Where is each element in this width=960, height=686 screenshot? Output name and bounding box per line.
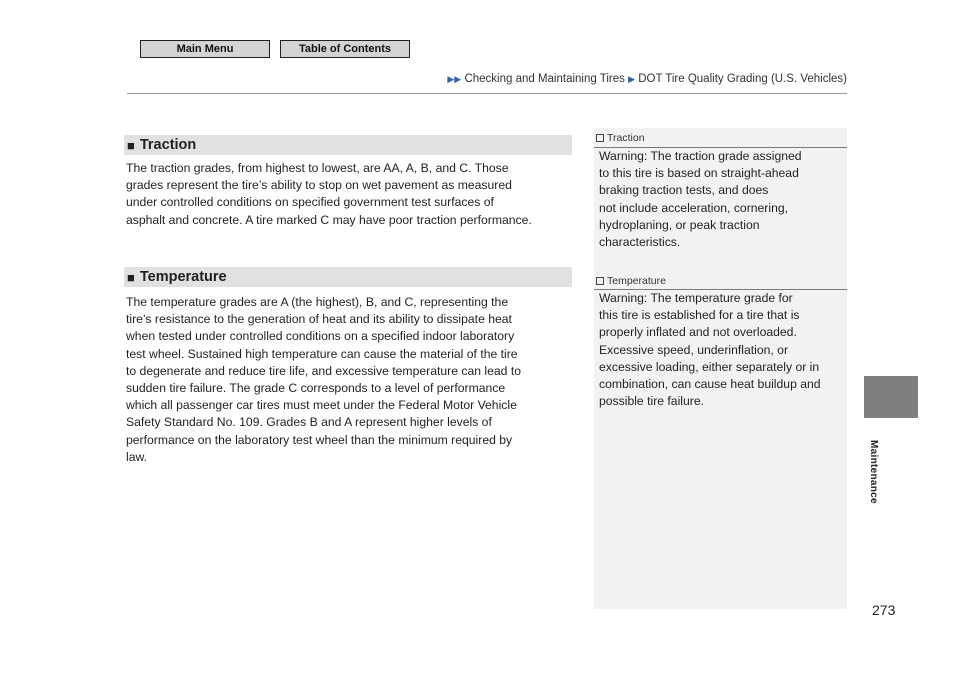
- text-line: Warning: The temperature grade for: [599, 291, 793, 305]
- text-line: hydroplaning, or peak traction: [599, 217, 760, 232]
- reference-icon: [596, 134, 604, 142]
- text-line: this tire is established for a tire that is: [599, 308, 800, 323]
- main-menu-button[interactable]: Main Menu: [140, 40, 270, 58]
- section-heading-temperature: [124, 267, 572, 287]
- text-line: possible tire failure.: [599, 394, 704, 409]
- section-title: Temperature: [139, 269, 227, 285]
- text-line: not include acceleration, cornering,: [599, 200, 789, 215]
- traction-warning: [599, 148, 845, 251]
- text-line: performance on the laboratory test wheel than the minimum required by: [126, 432, 513, 447]
- text-line: which all passenger car tires must meet under the Federal Motor Vehicle: [126, 398, 517, 413]
- traction-paragraph: [126, 160, 576, 229]
- arrow-icon: ▶: [628, 74, 636, 84]
- square-bullet-icon: ■: [127, 137, 135, 153]
- text-line: test wheel. Sustained high temperature can cause the material of the tire: [126, 346, 518, 361]
- text-line: sudden tire failure. The grade C corresponds to a level of performance: [126, 381, 506, 396]
- temperature-paragraph: [126, 294, 576, 466]
- text-line: asphalt and concrete. A tire marked C may have poor traction performance.: [126, 212, 532, 227]
- text-line: under controlled conditions on specified government test surfaces of: [126, 195, 494, 210]
- square-bullet-icon: ■: [127, 269, 135, 285]
- text-line: combination, can cause heat buildup and: [599, 377, 821, 392]
- double-arrow-icon: ▶▶: [447, 74, 462, 84]
- note-label-temperature: [596, 275, 666, 287]
- breadcrumb-item-dot-grading[interactable]: DOT Tire Quality Grading (U.S. Vehicles): [638, 73, 847, 85]
- header-divider: [127, 93, 847, 94]
- text-line: to this tire is based on straight-ahead: [599, 166, 799, 181]
- text-line: tire’s resistance to the generation of heat and its ability to dissipate heat: [126, 312, 512, 327]
- text-line: properly inflated and not overloaded.: [599, 325, 797, 340]
- text-line: Safety Standard No. 109. Grades B and A represent higher levels of: [126, 415, 492, 430]
- table-of-contents-button[interactable]: Table of Contents: [280, 40, 410, 58]
- page-number: 273: [872, 602, 896, 618]
- section-title: Traction: [139, 137, 197, 153]
- text-line: law.: [126, 449, 148, 464]
- maintenance-tab-label: Maintenance: [868, 440, 879, 504]
- section-heading-traction: [124, 135, 572, 155]
- text-line: grades represent the tire’s ability to stop on wet pavement as measured: [126, 178, 512, 193]
- text-line: Warning: The traction grade assigned: [599, 149, 802, 163]
- note-label-traction: [596, 132, 645, 144]
- breadcrumb: [415, 73, 847, 85]
- note-label-text: Temperature: [607, 275, 666, 287]
- reference-icon: [596, 277, 604, 285]
- text-line: characteristics.: [599, 235, 681, 250]
- note-label-text: Traction: [607, 132, 645, 144]
- temperature-warning: [599, 290, 845, 410]
- text-line: The traction grades, from highest to lowest, are AA, A, B, and C. Those: [126, 161, 509, 175]
- text-line: braking traction tests, and does: [599, 183, 769, 198]
- maintenance-tab[interactable]: [864, 376, 918, 418]
- text-line: The temperature grades are A (the highest), B, and C, representing the: [126, 295, 509, 309]
- text-line: excessive loading, either separately or in: [599, 359, 820, 374]
- breadcrumb-item-tires[interactable]: Checking and Maintaining Tires: [464, 73, 625, 85]
- text-line: to degenerate and reduce tire life, and excessive temperature can lead to: [126, 363, 521, 378]
- text-line: Excessive speed, underinflation, or: [599, 342, 789, 357]
- text-line: when tested under controlled conditions on a specified indoor laboratory: [126, 329, 515, 344]
